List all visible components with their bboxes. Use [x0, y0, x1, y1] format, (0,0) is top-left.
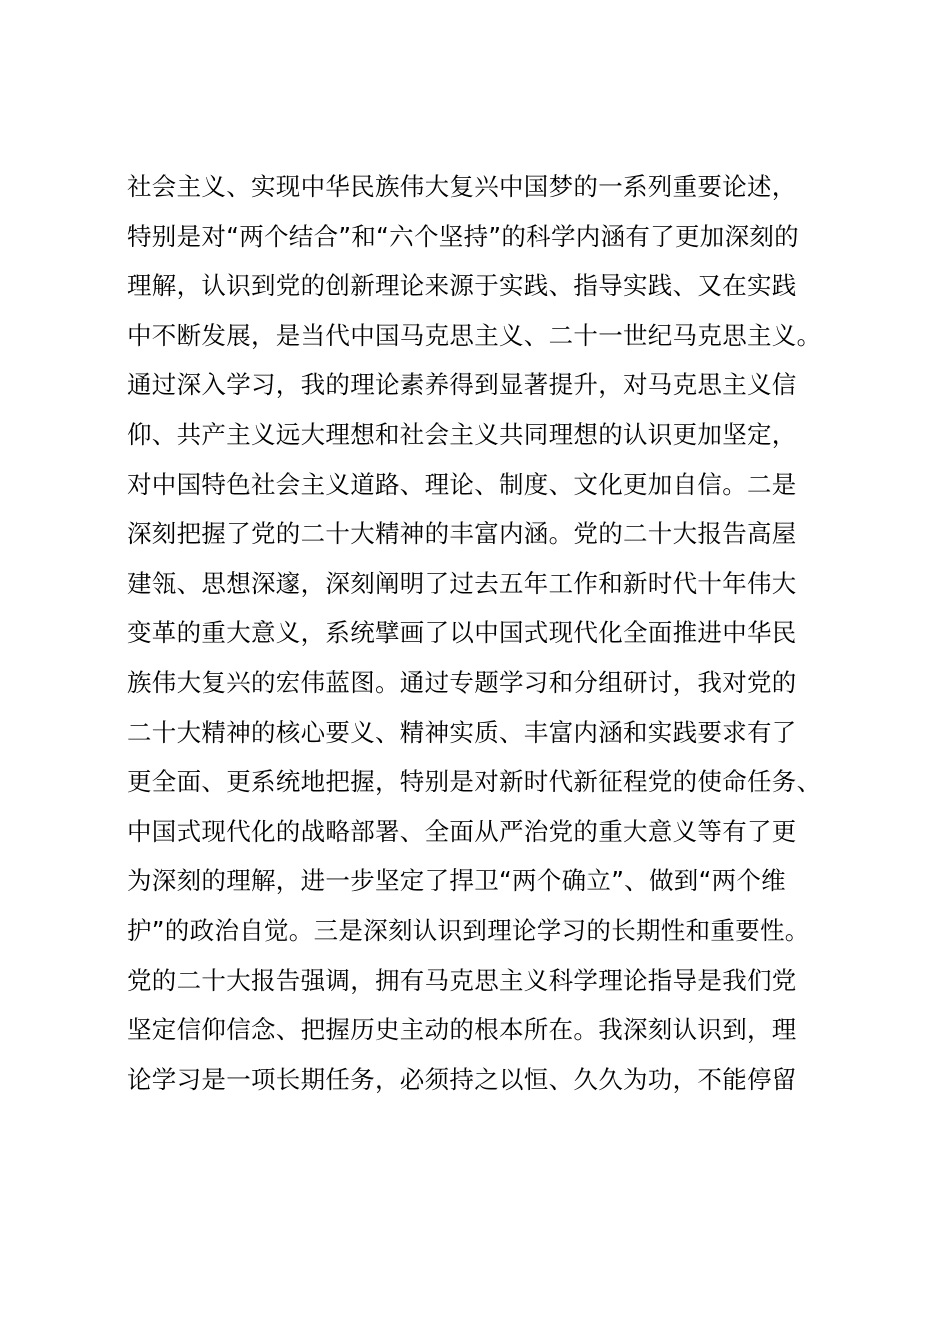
text-line: 党的二十大报告强调，拥有马克思主义科学理论指导是我们党: [127, 965, 797, 995]
text-line: 坚定信仰信念、把握历史主动的根本所在。我深刻认识到，理: [127, 1015, 797, 1045]
text-line: 对中国特色社会主义道路、理论、制度、文化更加自信。二是: [127, 469, 797, 499]
text-line: 护”的政治自觉。三是深刻认识到理论学习的长期性和重要性。: [127, 915, 810, 945]
text-line: 深刻把握了党的二十大精神的丰富内涵。党的二十大报告高屋: [127, 519, 797, 549]
text-line: 为深刻的理解，进一步坚定了捍卫“两个确立”、做到“两个维: [127, 866, 786, 896]
text-line: 理解，认识到党的创新理论来源于实践、指导实践、又在实践: [127, 271, 797, 301]
text-line: 中不断发展，是当代中国马克思主义、二十一世纪马克思主义。: [127, 320, 822, 350]
text-line: 论学习是一项长期任务，必须持之以恒、久久为功，不能停留: [127, 1064, 797, 1094]
text-line: 建瓴、思想深邃，深刻阐明了过去五年工作和新时代十年伟大: [127, 568, 797, 598]
text-line: 变革的重大意义，系统擘画了以中国式现代化全面推进中华民: [127, 618, 797, 648]
text-line: 二十大精神的核心要义、精神实质、丰富内涵和实践要求有了: [127, 717, 797, 747]
text-line: 通过深入学习，我的理论素养得到显著提升，对马克思主义信: [127, 370, 797, 400]
text-line: 仰、共产主义远大理想和社会主义共同理想的认识更加坚定，: [127, 419, 797, 449]
text-line: 更全面、更系统地把握，特别是对新时代新征程党的使命任务、: [127, 767, 822, 797]
text-line: 中国式现代化的战略部署、全面从严治党的重大意义等有了更: [127, 816, 797, 846]
text-line: 特别是对“两个结合”和“六个坚持”的科学内涵有了更加深刻的: [127, 221, 799, 251]
text-line: 社会主义、实现中华民族伟大复兴中国梦的一系列重要论述，: [127, 172, 797, 201]
text-line: 族伟大复兴的宏伟蓝图。通过专题学习和分组研讨，我对党的: [127, 667, 797, 697]
body-paragraph: [127, 162, 827, 1104]
